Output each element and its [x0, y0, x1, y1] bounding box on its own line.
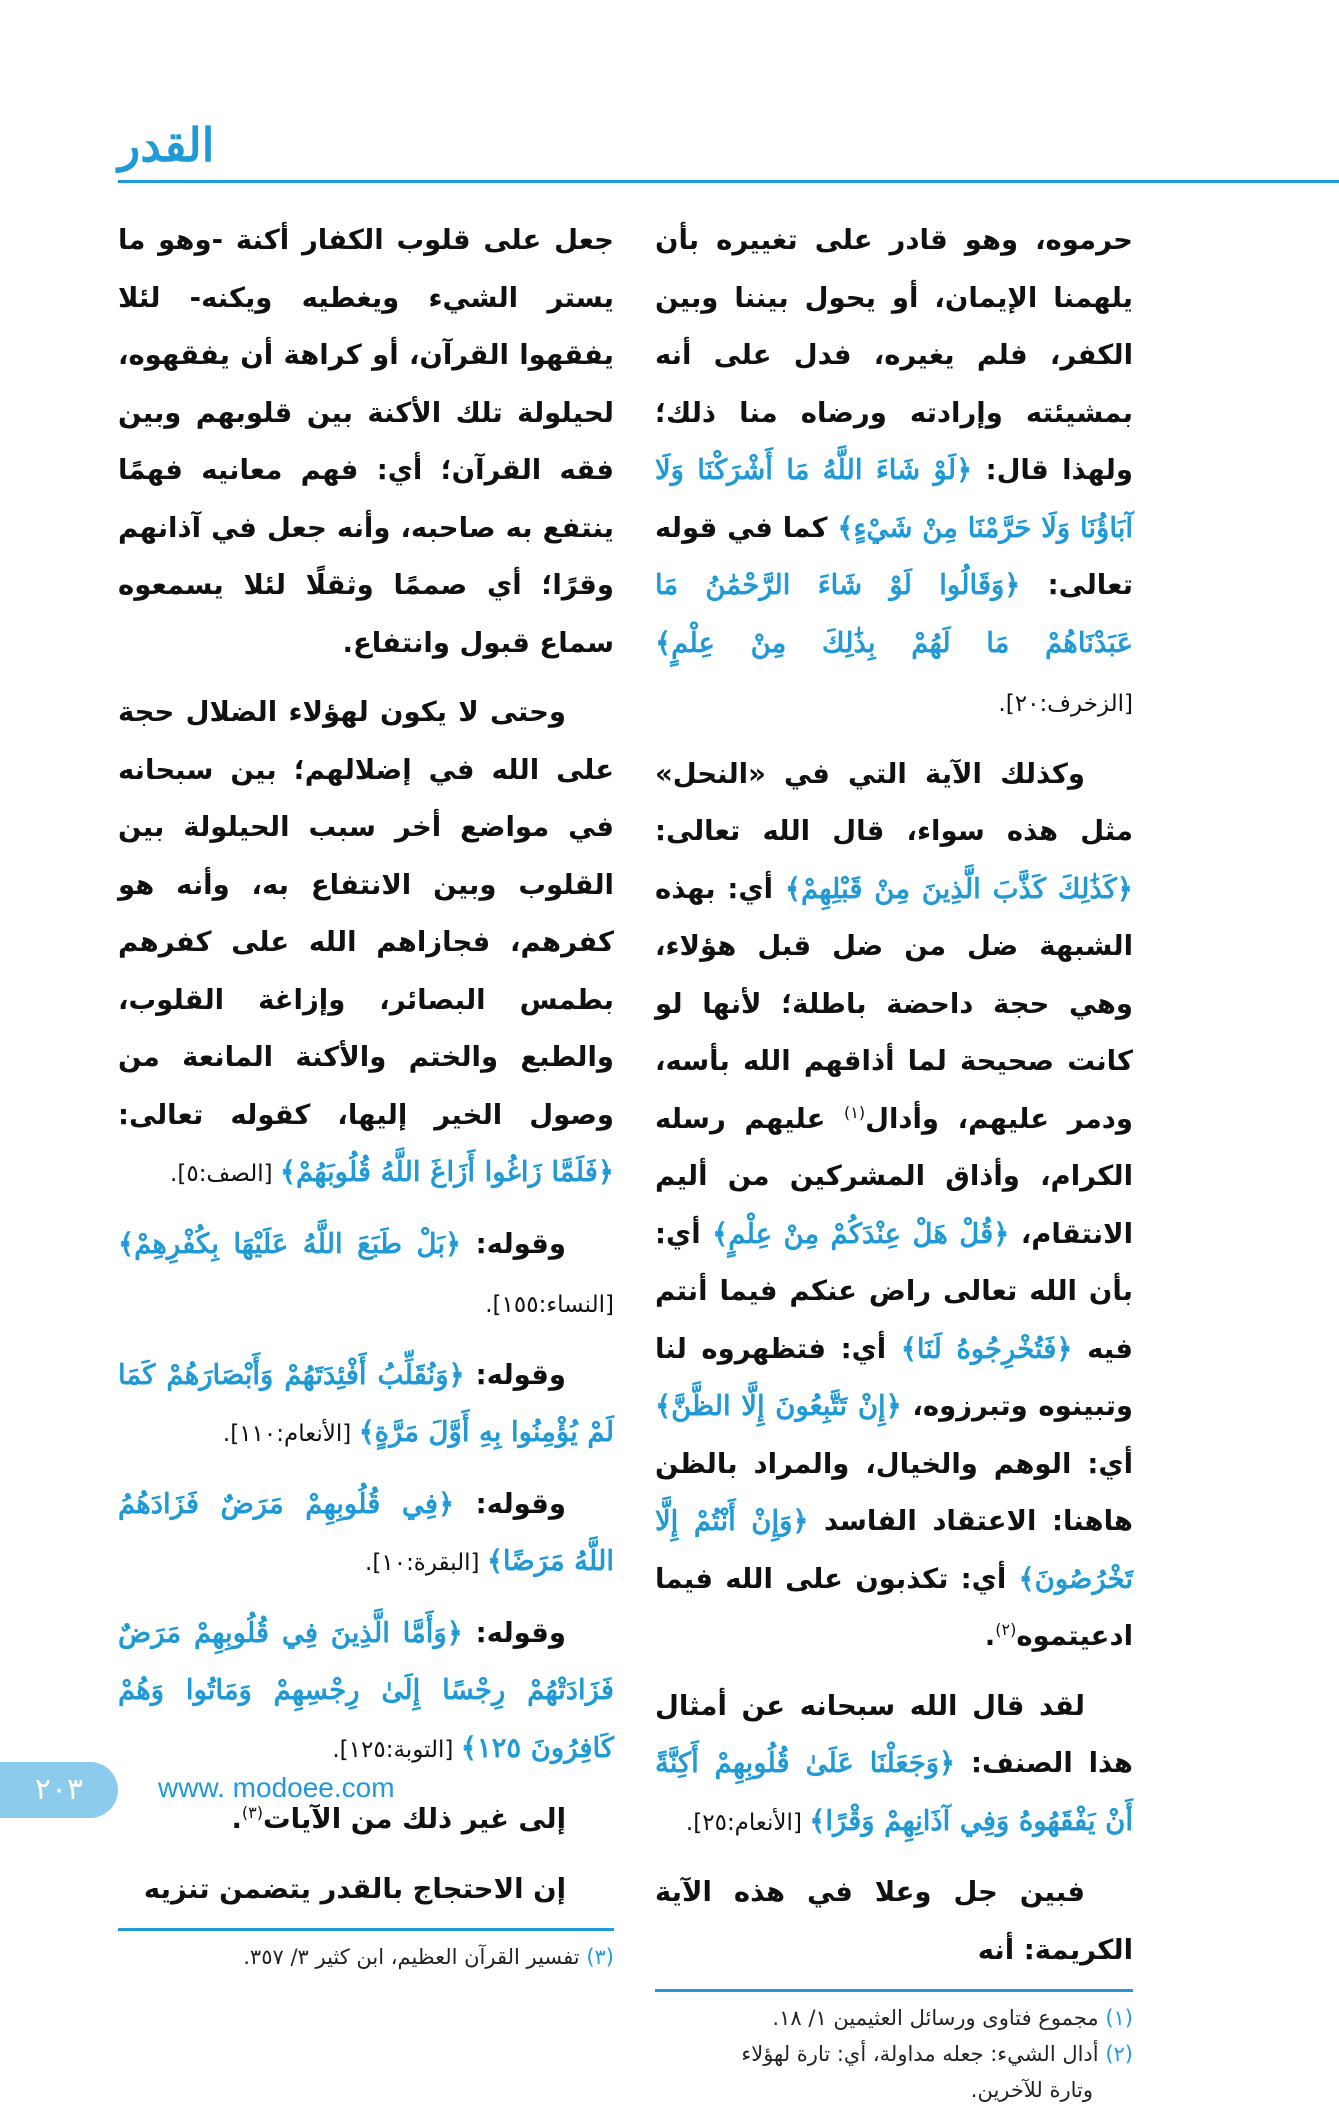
left-text-column — [118, 212, 614, 1975]
quran-verse: ﴿كَذَٰلِكَ كَذَّبَ الَّذِينَ مِنْ قَبْلِهِمْ﴾ — [784, 872, 1133, 905]
paragraph — [118, 1861, 614, 1919]
body-text: فبين جل وعلا في هذه الآية الكريمة: أنه — [655, 1876, 1133, 1966]
right-text-column — [655, 212, 1133, 2108]
paragraph — [655, 1678, 1133, 1853]
verse-reference: [الأنعام:١١٠]. — [222, 1421, 359, 1447]
quran-verse: ﴿فَلَمَّا زَاغُوا أَزَاغَ اللَّهُ قُلُوبَهُمْ﴾ — [279, 1156, 614, 1188]
footnote-number: (٢) — [1105, 2042, 1133, 2066]
quran-verse: ﴿إِنْ تَتَّبِعُونَ إِلَّا الظَّنَّ﴾ — [655, 1390, 902, 1422]
quran-verse: ﴿فِي قُلُوبِهِمْ مَرَضٌ فَزَادَهُمُ اللَّهُ مَرَضًا﴾ — [118, 1487, 614, 1577]
header-divider — [118, 180, 1339, 183]
body-text: كما في قوله تعالى: — [655, 511, 1133, 601]
footnote-text: مجموع فتاوى ورسائل العثيمين ١/ ١٨. — [772, 2006, 1099, 2030]
quran-verse: ﴿فَتُخْرِجُوهُ لَنَا﴾ — [900, 1332, 1073, 1365]
chapter-title: القدر — [118, 118, 215, 172]
footnote-divider — [655, 1989, 1133, 1992]
quran-verse: ﴿قُلْ هَلْ عِنْدَكُمْ مِنْ عِلْمٍ﴾ — [712, 1217, 1010, 1250]
body-text: جعل على قلوب الكفار أكنة -وهو ما يستر الشيء ويغطيه ويكنه- لئلا يفقهوا القرآن، أو كراهة أن يفقهوه، لحيلولة تلك الأكنة بين قلوبهم وبين فقه القرآن؛ أي: فهم معانيه فهمًا ينتفع به صاحبه، وأنه جعل في آذانهم وقرًا؛ أي صممًا وثقلًا لئلا يسمعوه سماع قبول وانتفاع. — [118, 224, 614, 659]
paragraph — [655, 1864, 1133, 1979]
footnote-number: (٣) — [586, 1945, 614, 1969]
website-link[interactable]: www. modoee.com — [158, 1772, 395, 1803]
footnote-text: تفسير القرآن العظيم، ابن كثير ٣/ ٣٥٧. — [243, 1945, 580, 1969]
paragraph — [118, 684, 614, 1204]
body-text: إلى غير ذلك من الآيات — [263, 1803, 566, 1835]
body-text: إن الاحتجاج بالقدر يتضمن تنزيه — [143, 1872, 566, 1905]
quran-verse: ﴿لَوْ شَاءَ اللَّهُ مَا أَشْرَكْنَا وَلَا آبَاؤُنَا وَلَا حَرَّمْنَا مِنْ شَيْءٍ﴾ — [655, 454, 1133, 544]
body-text: أي: بهذه الشبهة ضل من ضل قبل هؤلاء، وهي حجة داحضة باطلة؛ لأنها لو كانت صحيحة لما أذاقهم الله بأسه، ودمر عليهم، وأدال — [655, 872, 1133, 1135]
verse-reference: [التوبة:١٢٥]. — [332, 1736, 461, 1763]
body-text: أي: تكذبون على الله فيما ادعيتموه — [655, 1562, 1133, 1652]
footnote-marker: (١) — [843, 1102, 866, 1122]
body-text: أي: الوهم والخيال، والمراد بالظن هاهنا: الاعتقاد الفاسد — [655, 1447, 1133, 1537]
paragraph — [118, 212, 614, 672]
paragraph — [655, 212, 1133, 734]
body-text: أي: فتظهروه لنا وتبينوه وتبرزوه، — [655, 1332, 1133, 1422]
verse-reference: [الزخرف:٢٠]. — [998, 691, 1133, 717]
body-text: لقد قال الله سبحانه عن أمثال هذا الصنف: — [655, 1689, 1133, 1779]
page-number: ٢٠٣ — [0, 1762, 118, 1818]
footnote — [655, 2072, 1133, 2108]
quran-verse: ﴿بَلْ طَبَعَ اللَّهُ عَلَيْهَا بِكُفْرِهِمْ﴾ — [118, 1227, 462, 1260]
body-text: وحتى لا يكون لهؤلاء الضلال حجة على الله في إضلالهم؛ بين سبحانه في مواضع أخر سبب الحيلولة بين القلوب وبين الانتفاع به، وأنه هو كفرهم، فجازاهم الله على كفرهم بطمس البصائر، وإزاغة القلوب، والطبع والختم والأكنة المانعة من وصول الخير إليها، كقوله تعالى: — [118, 696, 614, 1131]
body-text: وقوله: — [461, 1227, 566, 1260]
footnote-divider — [118, 1928, 614, 1931]
paragraph — [118, 1476, 614, 1593]
footnote — [655, 2036, 1133, 2072]
paragraph — [118, 1605, 614, 1780]
paragraph — [118, 1347, 614, 1464]
paragraph — [118, 1216, 614, 1335]
footnote-text: وتارة للآخرين. — [970, 2078, 1093, 2102]
body-text: أي: بأن الله تعالى راض عنكم فيما أنتم فيه — [655, 1217, 1133, 1365]
footnote-marker: (٣) — [241, 1802, 263, 1822]
verse-reference: [الصف:٥]. — [170, 1161, 280, 1187]
body-text: وقوله: — [464, 1358, 566, 1391]
quran-verse: ﴿وَجَعَلْنَا عَلَىٰ قُلُوبِهِمْ أَكِنَّةً أَنْ يَفْقَهُوهُ وَفِي آذَانِهِمْ وَقْرًا﴾ — [655, 1747, 1133, 1837]
footnote-marker: (٢) — [995, 1619, 1017, 1639]
verse-reference: [النساء:١٥٥]. — [485, 1292, 614, 1318]
paragraph — [655, 746, 1133, 1666]
body-text: وكذلك الآية التي في «النحل» مثل هذه سواء، قال الله تعالى: — [655, 757, 1133, 847]
footnote — [655, 2000, 1133, 2036]
body-text: وقوله: — [454, 1487, 566, 1520]
quran-verse: ﴿وَأَمَّا الَّذِينَ فِي قُلُوبِهِمْ مَرَضٌ فَزَادَتْهُمْ رِجْسًا إِلَىٰ رِجْسِهِمْ وَمَاتُوا وَهُمْ كَافِرُونَ ١٢٥﴾ — [118, 1616, 614, 1764]
footnote — [118, 1939, 614, 1975]
quran-verse: ﴿وَنُقَلِّبُ أَفْئِدَتَهُمْ وَأَبْصَارَهُمْ كَمَا لَمْ يُؤْمِنُوا بِهِ أَوَّلَ مَرَّةٍ﴾ — [118, 1358, 614, 1448]
body-text: عليهم رسله الكرام، وأذاق المشركين من أليم الانتقام، — [655, 1102, 1134, 1250]
body-text: حرموه، وهو قادر على تغييره بأن يلهمنا الإيمان، أو يحول بيننا وبين الكفر، فلم يغيره، فدل على أنه بمشيئته وإرادته ورضاه منا ذلك؛ ولهذا قال: — [655, 224, 1133, 486]
quran-verse: ﴿وَإِنْ أَنْتُمْ إِلَّا تَخْرُصُونَ﴾ — [655, 1505, 1133, 1595]
body-text: . — [984, 1620, 996, 1652]
footnote-text: أدال الشيء: جعله مداولة، أي: تارة لهؤلاء — [741, 2042, 1099, 2066]
body-text: وقوله: — [462, 1616, 566, 1649]
quran-verse: ﴿وَقَالُوا لَوْ شَاءَ الرَّحْمَٰنُ مَا عَبَدْنَاهُمْ مَا لَهُمْ بِذَٰلِكَ مِنْ عِلْمٍ﴾ — [655, 569, 1133, 659]
verse-reference: [الأنعام:٢٥]. — [685, 1809, 810, 1836]
verse-reference: [البقرة:١٠]. — [365, 1550, 487, 1576]
body-text: . — [231, 1803, 242, 1835]
footnote-number: (١) — [1105, 2006, 1133, 2030]
